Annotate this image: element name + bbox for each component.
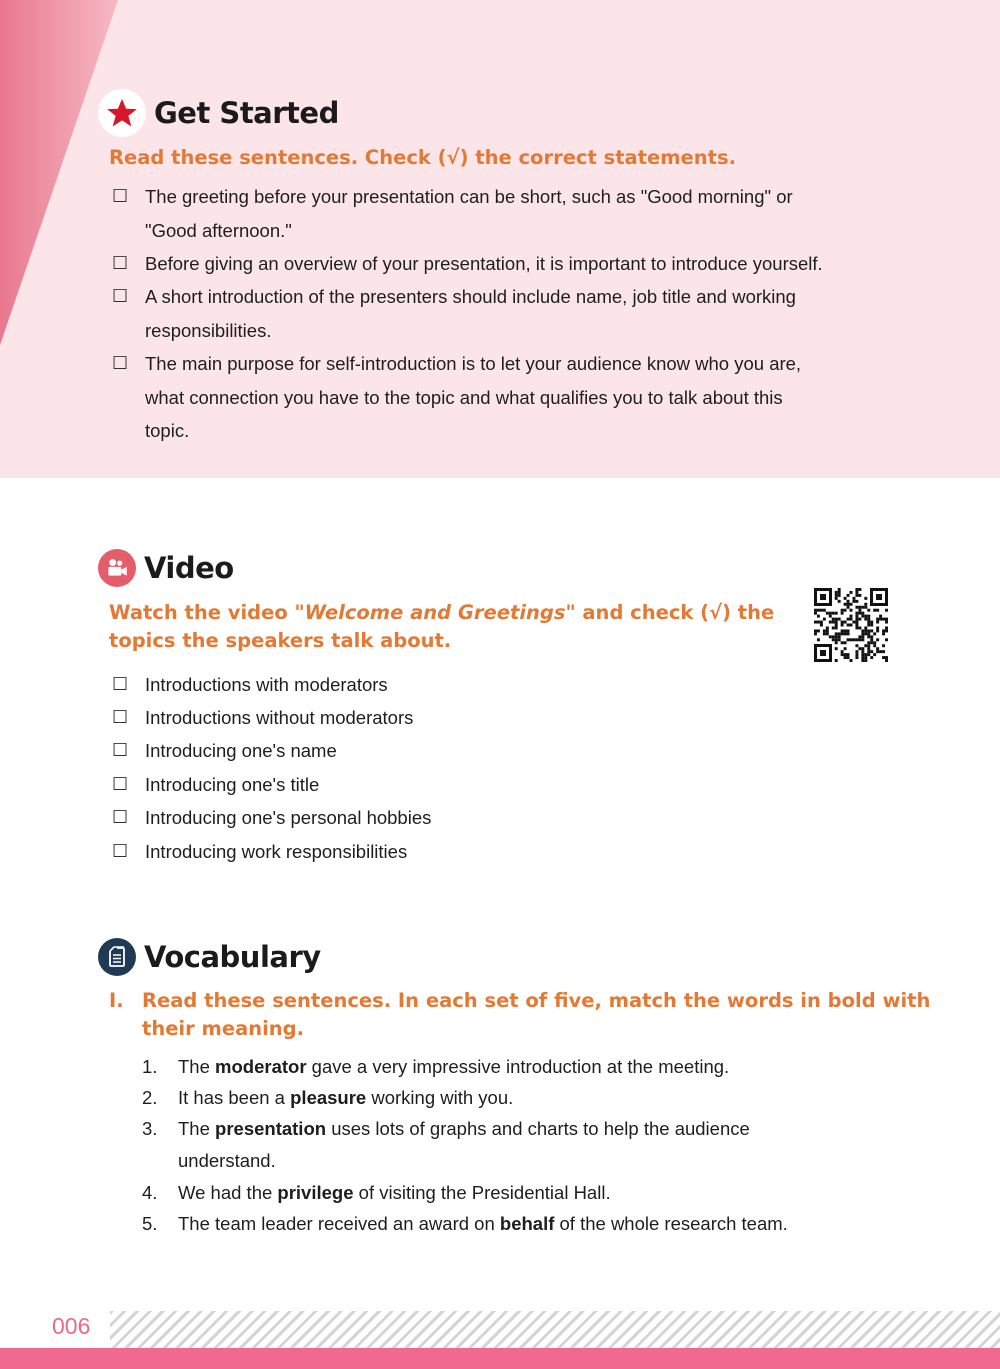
sentence-text: The — [178, 1056, 216, 1077]
checkbox[interactable]: ☐ — [112, 740, 129, 761]
star-icon — [98, 89, 146, 137]
instruction-text: their meaning. — [142, 1017, 305, 1040]
topic-text: Introductions with moderators — [145, 674, 388, 695]
checkbox[interactable]: ☐ — [112, 286, 129, 307]
page-number: 006 — [52, 1313, 91, 1339]
footer-stripes — [110, 1311, 1000, 1348]
bold-word: privilege — [277, 1182, 354, 1203]
instruction-text: Read these sentences. In each set of five, match the words in bold with — [142, 989, 931, 1012]
item-number: 1. — [142, 1056, 158, 1077]
topic-text: Introducing one's personal hobbies — [145, 807, 432, 828]
item-number: 5. — [142, 1213, 158, 1234]
bold-word: pleasure — [290, 1087, 367, 1108]
video-title: Video — [144, 551, 234, 585]
sentence-text: The team leader received an award on — [178, 1213, 500, 1234]
statement-text: what connection you have to the topic and what qualifies you to talk about this — [145, 386, 783, 408]
checkbox[interactable]: ☐ — [112, 807, 129, 828]
checkbox[interactable]: ☐ — [112, 353, 129, 374]
get-started-title: Get Started — [154, 96, 339, 130]
sentence-text: We had the — [178, 1182, 278, 1203]
sentence-text: of visiting the Presidential Hall. — [353, 1182, 611, 1203]
bold-word: moderator — [215, 1056, 307, 1077]
sentence-text: The — [178, 1118, 216, 1139]
sentence-text: gave a very impressive introduction at the meeting. — [306, 1056, 730, 1077]
instruction-text: Watch the video — [109, 601, 295, 624]
statement-text: topic. — [145, 420, 190, 441]
video-heading — [98, 549, 234, 587]
checkbox[interactable]: ☐ — [112, 674, 129, 695]
item-number: 2. — [142, 1087, 158, 1108]
topic-text: Introductions without moderators — [145, 707, 414, 728]
checkbox[interactable]: ☐ — [112, 841, 129, 862]
sentence-text: uses lots of graphs and charts to help the audience — [326, 1118, 750, 1139]
topic-text: Introducing one's name — [145, 740, 337, 761]
instruction-text: topics the speakers talk about. — [109, 629, 452, 652]
topic-text: Introducing one's title — [145, 774, 320, 795]
item-number: 3. — [142, 1118, 158, 1139]
statement-text: The main purpose for self-introduction is to let your audience know who you are, — [145, 353, 802, 374]
sentence-text: working with you. — [366, 1087, 514, 1108]
get-started-heading — [98, 89, 339, 137]
checkbox[interactable]: ☐ — [112, 186, 129, 207]
sentence-text: It has been a — [178, 1087, 291, 1108]
video-instruction — [109, 599, 774, 655]
topic-text: Introducing work responsibilities — [145, 841, 408, 862]
decorative-ribbon — [0, 0, 130, 360]
bold-word: behalf — [499, 1213, 555, 1234]
instruction-text: and check (√) the — [575, 601, 775, 624]
part-label: I. — [109, 989, 124, 1012]
vocabulary-title: Vocabulary — [144, 940, 321, 974]
statement-text: responsibilities. — [145, 319, 272, 341]
checkbox[interactable]: ☐ — [112, 253, 129, 274]
sentence-text: of the whole research team. — [554, 1213, 788, 1234]
video-name: "Welcome and Greetings" — [294, 601, 576, 624]
video-camera-icon — [98, 549, 136, 587]
item-number: 4. — [142, 1182, 158, 1203]
footer-bar — [0, 1348, 1000, 1369]
statement-text: "Good afternoon." — [145, 219, 292, 241]
checkbox[interactable]: ☐ — [112, 707, 129, 728]
vocabulary-heading — [98, 938, 321, 976]
statement-text: A short introduction of the presenters should include name, job title and working — [145, 286, 796, 307]
bold-word: presentation — [215, 1118, 327, 1139]
statement-text: Before giving an overview of your presentation, it is important to introduce yourself. — [145, 253, 823, 274]
statement-text: The greeting before your presentation can be short, such as "Good morning" or — [145, 186, 793, 207]
qr-code[interactable] — [812, 586, 890, 664]
sentence-text: understand. — [178, 1150, 276, 1171]
get-started-instruction: Read these sentences. Check (√) the correct statements. — [109, 146, 736, 169]
checkbox[interactable]: ☐ — [112, 774, 129, 795]
document-icon — [98, 938, 136, 976]
